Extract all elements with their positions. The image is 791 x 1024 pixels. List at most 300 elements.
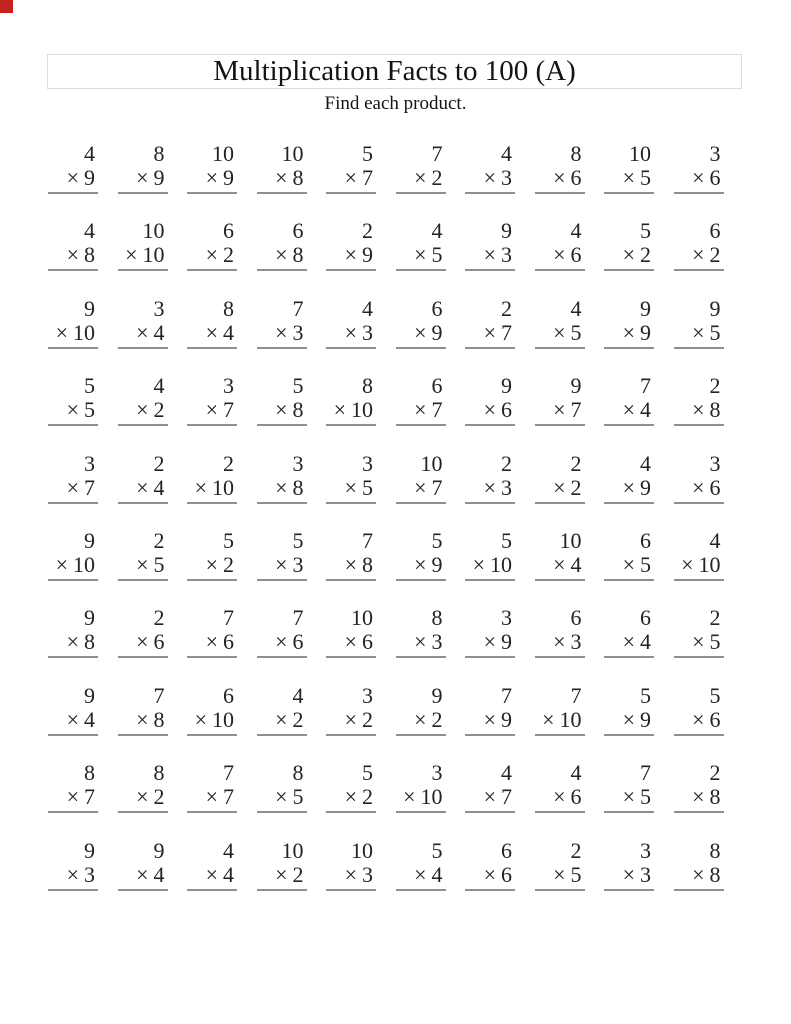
problem-row: [48, 447, 743, 524]
multiplicand: 8: [153, 760, 165, 786]
multiplier: 7: [84, 784, 95, 810]
problem: [48, 601, 98, 658]
multiplicand: 5: [362, 760, 373, 786]
problem: [396, 447, 446, 504]
multiply-sign: ×: [692, 165, 705, 190]
multiplier-row: [257, 476, 307, 500]
problem-cell: [257, 601, 327, 658]
multiplier-row: [118, 243, 168, 267]
multiplicand: 10: [559, 527, 582, 553]
multiplier-row: [326, 398, 376, 422]
multiply-sign: ×: [414, 551, 427, 577]
multiplicand: 7: [640, 760, 651, 786]
problem: [187, 756, 237, 813]
multiplicand: 9: [153, 837, 165, 863]
problem: [465, 524, 515, 581]
multiplier: 9: [431, 551, 443, 577]
multiply-sign: ×: [136, 165, 149, 190]
problem-row: [48, 756, 743, 833]
multiplicand: 9: [501, 218, 512, 244]
problem-cell: [535, 214, 605, 271]
multiply-sign: ×: [553, 629, 566, 655]
multiply-sign: ×: [692, 706, 705, 732]
multiplicand: 9: [84, 605, 95, 631]
problem-cell: [257, 137, 327, 194]
multiplier: 8: [292, 397, 304, 423]
multiplier: 2: [223, 242, 234, 268]
multiplier: 6: [501, 397, 512, 423]
multiply-sign: ×: [275, 165, 288, 190]
multiplier: 9: [640, 474, 651, 500]
multiply-sign: ×: [692, 629, 705, 655]
multiplicand: 7: [292, 605, 304, 631]
multiply-sign: ×: [275, 474, 288, 500]
multiplicand: 6: [709, 218, 721, 244]
multiplier: 9: [431, 319, 443, 345]
problem: [118, 524, 168, 581]
multiplier: 4: [570, 551, 582, 577]
multiplier: 4: [431, 861, 443, 887]
multiplier-row: [674, 553, 724, 577]
problem: [604, 447, 654, 504]
problem: [118, 447, 168, 504]
problem: [396, 601, 446, 658]
multiplier-row: [396, 243, 446, 267]
problem-cell: [257, 447, 327, 504]
problem-cell: [465, 137, 535, 194]
multiplier-row: [118, 863, 168, 887]
problem-cell: [326, 292, 396, 349]
multiplier: 7: [223, 784, 234, 810]
multiply-sign: ×: [692, 861, 705, 887]
multiplier-row: [257, 321, 307, 345]
multiplier: 7: [431, 397, 443, 423]
multiplier-row: [604, 476, 654, 500]
multiplier: 4: [223, 319, 234, 345]
multiplier-row: [674, 398, 724, 422]
multiplicand: 10: [629, 141, 651, 166]
multiplier: 10: [420, 784, 443, 810]
problem: [326, 369, 376, 426]
multiplicand: 8: [292, 760, 304, 786]
multiplier-row: [396, 708, 446, 732]
multiply-sign: ×: [344, 319, 357, 345]
multiplicand: 4: [84, 141, 95, 166]
problem: [257, 834, 307, 891]
problem: [604, 834, 654, 891]
multiplicand: 7: [640, 373, 651, 399]
multiply-sign: ×: [205, 397, 218, 423]
multiplier: 5: [153, 551, 165, 577]
problem-cell: [465, 601, 535, 658]
multiplier-row: [326, 476, 376, 500]
multiplier: 6: [501, 861, 512, 887]
problem-cell: [187, 292, 257, 349]
multiplier-row: [48, 321, 98, 345]
multiplier-row: [257, 708, 307, 732]
problem-cell: [326, 214, 396, 271]
multiplier-row: [257, 398, 307, 422]
problem-cell: [257, 679, 327, 736]
multiply-sign: ×: [275, 629, 288, 655]
multiplicand: 3: [709, 450, 721, 476]
problem-cell: [257, 834, 327, 891]
multiplicand: 10: [420, 450, 443, 476]
multiply-sign: ×: [553, 319, 566, 345]
problem-cell: [535, 137, 605, 194]
multiplier: 5: [640, 165, 651, 190]
problem: [257, 369, 307, 426]
multiplier: 8: [292, 165, 304, 190]
multiplier-row: [535, 476, 585, 500]
multiplicand: 2: [709, 605, 721, 631]
multiplier-row: [674, 321, 724, 345]
multiplier-row: [118, 630, 168, 654]
multiplier: 7: [570, 397, 582, 423]
multiply-sign: ×: [553, 165, 566, 190]
problem-cell: [396, 834, 466, 891]
multiplicand: 7: [501, 682, 512, 708]
multiplier: 2: [570, 474, 582, 500]
problem-cell: [187, 756, 257, 813]
multiplier-row: [187, 785, 237, 809]
multiplier: 5: [292, 784, 304, 810]
multiply-sign: ×: [692, 319, 705, 345]
multiply-sign: ×: [622, 629, 635, 655]
multiplier: 2: [362, 706, 373, 732]
problem: [48, 834, 98, 891]
problem-cell: [535, 601, 605, 658]
multiplier-row: [48, 476, 98, 500]
multiplicand: 10: [351, 605, 373, 631]
multiply-sign: ×: [66, 861, 79, 887]
multiply-sign: ×: [275, 242, 288, 268]
multiply-sign: ×: [194, 474, 207, 500]
multiplicand: 2: [501, 295, 512, 321]
multiplier-row: [187, 708, 237, 732]
problem: [48, 447, 98, 504]
problem-cell: [257, 292, 327, 349]
problem: [535, 369, 585, 426]
multiplier: 9: [153, 165, 165, 190]
problem: [465, 679, 515, 736]
multiplier-row: [535, 321, 585, 345]
problem-row: [48, 369, 743, 446]
multiplier-row: [48, 708, 98, 732]
multiplier-row: [465, 630, 515, 654]
multiply-sign: ×: [542, 706, 555, 732]
problem-cell: [604, 601, 674, 658]
multiplier-row: [535, 553, 585, 577]
multiplier-row: [465, 476, 515, 500]
multiplicand: 7: [292, 295, 304, 321]
multiplier-row: [257, 630, 307, 654]
multiplicand: 8: [84, 760, 95, 786]
multiplicand: 9: [84, 837, 95, 863]
multiplier: 4: [84, 706, 95, 732]
problem: [187, 369, 237, 426]
multiplicand: 6: [640, 605, 651, 631]
problem: [257, 292, 307, 349]
multiplicand: 9: [640, 295, 651, 321]
problem-cell: [118, 524, 188, 581]
problem: [326, 601, 376, 658]
multiply-sign: ×: [692, 242, 705, 268]
problem-cell: [674, 137, 744, 194]
multiply-sign: ×: [483, 629, 496, 655]
multiplier: 6: [570, 165, 582, 190]
multiplier-row: [465, 398, 515, 422]
multiplier: 9: [640, 319, 651, 345]
problem-cell: [604, 214, 674, 271]
problem-cell: [118, 137, 188, 194]
multiplicand: 6: [223, 218, 234, 244]
multiplier-row: [535, 708, 585, 732]
problem-cell: [396, 601, 466, 658]
multiply-sign: ×: [553, 551, 566, 577]
problem: [674, 834, 724, 891]
multiply-sign: ×: [414, 165, 427, 190]
multiplier-row: [465, 243, 515, 267]
multiply-sign: ×: [692, 474, 705, 500]
problem: [535, 834, 585, 891]
problem: [326, 292, 376, 349]
multiplier: 2: [292, 861, 304, 887]
problem: [326, 524, 376, 581]
multiplicand: 9: [84, 295, 95, 321]
multiplier: 8: [362, 551, 373, 577]
problem-cell: [465, 524, 535, 581]
problem: [396, 214, 446, 271]
page-title: Multiplication Facts to 100 (A): [213, 55, 576, 87]
multiplier-row: [674, 708, 724, 732]
multiplier: 3: [431, 629, 443, 655]
multiplicand: 6: [292, 218, 304, 244]
multiplier-row: [48, 398, 98, 422]
problem-cell: [48, 524, 118, 581]
problem: [604, 679, 654, 736]
multiplier-row: [535, 785, 585, 809]
problem-cell: [604, 137, 674, 194]
multiplicand: 7: [431, 141, 443, 166]
problem-cell: [396, 292, 466, 349]
problem: [535, 292, 585, 349]
problem-cell: [187, 679, 257, 736]
multiply-sign: ×: [692, 784, 705, 810]
multiply-sign: ×: [136, 784, 149, 810]
problem: [48, 524, 98, 581]
multiplicand: 3: [153, 295, 165, 321]
multiply-sign: ×: [622, 397, 635, 423]
multiplier-row: [48, 553, 98, 577]
multiplicand: 2: [709, 373, 721, 399]
multiplier: 3: [292, 551, 304, 577]
multiplicand: 7: [223, 605, 234, 631]
problem: [48, 137, 98, 194]
multiplier: 5: [709, 319, 721, 345]
multiplier: 2: [362, 784, 373, 810]
multiplier-row: [396, 630, 446, 654]
multiplier-row: [465, 708, 515, 732]
multiplicand: 9: [709, 295, 721, 321]
multiply-sign: ×: [622, 551, 635, 577]
problem: [48, 292, 98, 349]
multiplier: 10: [559, 706, 582, 732]
multiplier-row: [604, 321, 654, 345]
problem-cell: [535, 447, 605, 504]
multiply-sign: ×: [66, 784, 79, 810]
multiplier-row: [48, 863, 98, 887]
multiplicand: 10: [212, 141, 234, 166]
problem: [674, 214, 724, 271]
problem-cell: [326, 756, 396, 813]
multiplier-row: [465, 321, 515, 345]
multiplier-row: [396, 321, 446, 345]
multiply-sign: ×: [275, 319, 288, 345]
multiply-sign: ×: [553, 397, 566, 423]
multiplier: 4: [640, 629, 651, 655]
problem: [465, 292, 515, 349]
multiplier: 8: [153, 706, 165, 732]
multiplier: 6: [292, 629, 304, 655]
multiplier-row: [604, 398, 654, 422]
problem: [465, 214, 515, 271]
problem: [396, 137, 446, 194]
page-subtitle: Find each product.: [324, 93, 467, 114]
problem-cell: [48, 679, 118, 736]
problem-cell: [465, 756, 535, 813]
problem-cell: [48, 137, 118, 194]
multiply-sign: ×: [205, 551, 218, 577]
multiplier-row: [674, 863, 724, 887]
multiply-sign: ×: [681, 551, 694, 577]
multiply-sign: ×: [194, 706, 207, 732]
multiplicand: 4: [431, 218, 443, 244]
problem: [257, 447, 307, 504]
problem-cell: [187, 214, 257, 271]
multiplicand: 5: [84, 373, 95, 399]
problem-cell: [396, 524, 466, 581]
multiplicand: 5: [292, 527, 304, 553]
multiplier: 2: [709, 242, 721, 268]
multiplicand: 4: [153, 373, 165, 399]
multiplicand: 4: [84, 218, 95, 244]
problem-cell: [257, 524, 327, 581]
problem-cell: [465, 834, 535, 891]
multiplier-row: [674, 166, 724, 190]
multiplier: 7: [431, 474, 443, 500]
problem: [118, 679, 168, 736]
multiplier-row: [118, 166, 168, 190]
multiplicand: 8: [709, 837, 721, 863]
multiplicand: 6: [431, 373, 443, 399]
multiply-sign: ×: [483, 784, 496, 810]
multiplicand: 2: [501, 450, 512, 476]
multiplier-row: [118, 476, 168, 500]
multiplier-row: [118, 708, 168, 732]
multiplicand: 6: [570, 605, 582, 631]
multiplier-row: [326, 321, 376, 345]
multiply-sign: ×: [414, 706, 427, 732]
problem: [326, 137, 376, 194]
multiplicand: 7: [153, 682, 165, 708]
multiply-sign: ×: [275, 397, 288, 423]
problem-cell: [604, 834, 674, 891]
multiplier-row: [48, 785, 98, 809]
multiplier: 6: [570, 784, 582, 810]
multiplier-row: [535, 630, 585, 654]
problem-cell: [396, 369, 466, 426]
multiplier: 6: [570, 242, 582, 268]
multiplier: 2: [431, 165, 443, 190]
multiplier-row: [535, 166, 585, 190]
multiplicand: 10: [281, 837, 304, 863]
problem-cell: [465, 214, 535, 271]
problem: [535, 756, 585, 813]
problem: [187, 601, 237, 658]
multiplicand: 4: [709, 527, 721, 553]
problem-row: [48, 137, 743, 214]
multiplier: 6: [362, 629, 373, 655]
multiplicand: 2: [153, 527, 165, 553]
multiplier: 8: [709, 784, 721, 810]
multiplier-row: [257, 553, 307, 577]
multiplier-row: [465, 785, 515, 809]
problem-cell: [326, 679, 396, 736]
multiplier: 10: [212, 706, 234, 732]
multiply-sign: ×: [622, 861, 635, 887]
problem-cell: [326, 524, 396, 581]
multiplier: 6: [153, 629, 165, 655]
problem: [118, 214, 168, 271]
problem: [674, 679, 724, 736]
problem-cell: [604, 369, 674, 426]
problem: [187, 137, 237, 194]
problem: [257, 137, 307, 194]
multiplier: 2: [153, 397, 165, 423]
multiplier: 6: [709, 706, 721, 732]
problem: [535, 447, 585, 504]
multiplicand: 9: [84, 527, 95, 553]
multiplicand: 4: [570, 760, 582, 786]
multiplicand: 10: [281, 141, 304, 166]
problem-cell: [674, 756, 744, 813]
multiplier: 3: [362, 861, 373, 887]
multiplier: 10: [73, 319, 95, 345]
multiplier-row: [604, 553, 654, 577]
problem: [118, 137, 168, 194]
multiplicand: 9: [84, 682, 95, 708]
multiply-sign: ×: [136, 551, 149, 577]
multiplier-row: [326, 630, 376, 654]
multiply-sign: ×: [205, 629, 218, 655]
problem-cell: [48, 834, 118, 891]
multiplicand: 2: [570, 837, 582, 863]
multiplier-row: [535, 398, 585, 422]
problem: [48, 679, 98, 736]
problem-cell: [118, 834, 188, 891]
multiplier: 4: [640, 397, 651, 423]
multiplier: 6: [223, 629, 234, 655]
problem: [48, 369, 98, 426]
problem-cell: [118, 756, 188, 813]
multiplier-row: [187, 553, 237, 577]
problem-row: [48, 524, 743, 601]
multiply-sign: ×: [553, 861, 566, 887]
problem-cell: [604, 756, 674, 813]
problem: [604, 214, 654, 271]
multiplier: 8: [84, 629, 95, 655]
